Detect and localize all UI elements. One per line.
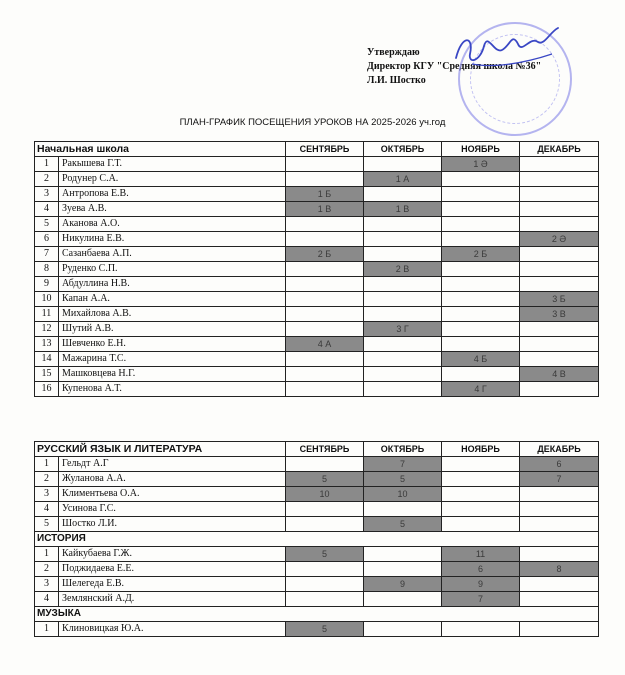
table-header-row (35, 142, 599, 157)
visit-cell (364, 307, 442, 322)
visit-cell (364, 382, 442, 397)
visit-cell (520, 382, 599, 397)
visit-cell (442, 172, 520, 187)
teacher-name: Антропова Е.В. (59, 187, 286, 202)
visit-cell (442, 217, 520, 232)
row-number: 14 (35, 352, 59, 367)
teacher-name: Шелегеда Е.В. (59, 577, 286, 592)
visit-cell: 5 (364, 472, 442, 487)
visit-cell: 2 Б (286, 247, 364, 262)
visit-cell: 2 В (364, 262, 442, 277)
teacher-name: Усинова Г.С. (59, 502, 286, 517)
visit-cell: 1 В (286, 202, 364, 217)
visit-cell (442, 367, 520, 382)
row-number: 3 (35, 487, 59, 502)
visit-cell (286, 367, 364, 382)
subjects-table (34, 441, 599, 637)
visit-cell (520, 622, 599, 637)
visit-cell: 3 В (520, 307, 599, 322)
visit-cell (520, 517, 599, 532)
visit-cell (286, 577, 364, 592)
row-number: 3 (35, 577, 59, 592)
visit-cell (442, 202, 520, 217)
visit-cell (286, 232, 364, 247)
visit-cell: 2 Б (442, 247, 520, 262)
visit-cell: 3 Г (364, 322, 442, 337)
table-header-row (35, 442, 599, 457)
teacher-name: Купенова А.Т. (59, 382, 286, 397)
visit-cell (364, 502, 442, 517)
teacher-name: Землянский А.Д. (59, 592, 286, 607)
visit-cell (520, 277, 599, 292)
visit-cell (520, 172, 599, 187)
row-number: 6 (35, 232, 59, 247)
teacher-name: Родунер С.А. (59, 172, 286, 187)
row-number: 2 (35, 172, 59, 187)
teacher-name: Шостко Л.И. (59, 517, 286, 532)
visit-cell (442, 487, 520, 502)
row-number: 16 (35, 382, 59, 397)
month-header: ДЕКАБРЬ (520, 142, 599, 157)
visit-cell (442, 622, 520, 637)
table-row (35, 322, 599, 337)
subject-title: ИСТОРИЯ (35, 532, 599, 547)
visit-cell: 1 А (364, 172, 442, 187)
row-number: 1 (35, 457, 59, 472)
visit-cell: 4 Б (442, 352, 520, 367)
teacher-name: Капан А.А. (59, 292, 286, 307)
table-row (35, 262, 599, 277)
month-header: СЕНТЯБРЬ (286, 442, 364, 457)
approval-line-1: Утверждаю (367, 47, 420, 58)
teacher-name: Абдуллина Н.В. (59, 277, 286, 292)
visit-cell: 1 Б (286, 187, 364, 202)
teacher-name: Михайлова А.В. (59, 307, 286, 322)
table-row (35, 247, 599, 262)
row-number: 7 (35, 247, 59, 262)
visit-cell: 3 Б (520, 292, 599, 307)
teacher-name: Шутий А.В. (59, 322, 286, 337)
visit-cell (286, 217, 364, 232)
visit-cell (520, 157, 599, 172)
visit-cell (520, 337, 599, 352)
visit-cell (520, 577, 599, 592)
row-number: 1 (35, 157, 59, 172)
visit-cell: 6 (520, 457, 599, 472)
visit-cell (286, 292, 364, 307)
visit-cell (520, 487, 599, 502)
teacher-name: Аканова А.О. (59, 217, 286, 232)
visit-cell: 1 Ә (442, 157, 520, 172)
visit-cell: 2 Ә (520, 232, 599, 247)
visit-cell: 7 (520, 472, 599, 487)
row-number: 4 (35, 202, 59, 217)
visit-cell (520, 547, 599, 562)
table-row (35, 337, 599, 352)
month-header: ДЕКАБРЬ (520, 442, 599, 457)
row-number: 2 (35, 562, 59, 577)
teacher-name: Клиновицкая Ю.А. (59, 622, 286, 637)
row-number: 1 (35, 547, 59, 562)
month-header: СЕНТЯБРЬ (286, 142, 364, 157)
row-number: 3 (35, 187, 59, 202)
visit-cell: 4 В (520, 367, 599, 382)
visit-cell (442, 322, 520, 337)
month-header: НОЯБРЬ (442, 442, 520, 457)
section-title: Начальная школа (35, 142, 286, 157)
table-row (35, 217, 599, 232)
table-row (35, 292, 599, 307)
visit-cell (442, 472, 520, 487)
visit-cell: 4 А (286, 337, 364, 352)
table-row (35, 157, 599, 172)
teacher-name: Руденко С.П. (59, 262, 286, 277)
visit-cell (364, 367, 442, 382)
teacher-name: Гельдт А.Г (59, 457, 286, 472)
table-row (35, 472, 599, 487)
visit-cell: 7 (442, 592, 520, 607)
row-number: 2 (35, 472, 59, 487)
visit-cell (286, 382, 364, 397)
month-header: НОЯБРЬ (442, 142, 520, 157)
visit-cell: 11 (442, 547, 520, 562)
row-number: 11 (35, 307, 59, 322)
table-row (35, 202, 599, 217)
visit-cell (364, 352, 442, 367)
table-row (35, 457, 599, 472)
teacher-name: Шевченко Е.Н. (59, 337, 286, 352)
visit-cell (286, 277, 364, 292)
visit-cell (364, 292, 442, 307)
visit-cell (286, 562, 364, 577)
visit-cell (520, 262, 599, 277)
visit-cell (520, 352, 599, 367)
table-row (35, 577, 599, 592)
visit-cell (286, 172, 364, 187)
table-row (35, 592, 599, 607)
visit-cell (364, 622, 442, 637)
visit-cell: 5 (286, 472, 364, 487)
visit-cell (364, 562, 442, 577)
visit-cell: 8 (520, 562, 599, 577)
visit-cell: 5 (286, 622, 364, 637)
teacher-name: Сазанбаева А.П. (59, 247, 286, 262)
table-row (35, 172, 599, 187)
row-number: 10 (35, 292, 59, 307)
row-number: 1 (35, 622, 59, 637)
visit-cell: 9 (364, 577, 442, 592)
visit-cell (286, 262, 364, 277)
visit-cell (286, 157, 364, 172)
visit-cell (364, 247, 442, 262)
visit-cell: 10 (286, 487, 364, 502)
visit-cell (364, 217, 442, 232)
teacher-name: Климентьева О.А. (59, 487, 286, 502)
visit-cell (286, 322, 364, 337)
approval-line-2: Директор КГУ "Средняя школа №36" (367, 61, 542, 72)
visit-cell (520, 247, 599, 262)
subject-row (35, 532, 599, 547)
visit-cell (520, 502, 599, 517)
row-number: 5 (35, 217, 59, 232)
visit-cell (442, 187, 520, 202)
row-number: 4 (35, 592, 59, 607)
visit-cell (286, 307, 364, 322)
visit-cell (520, 592, 599, 607)
teacher-name: Никулина Е.В. (59, 232, 286, 247)
table-row (35, 622, 599, 637)
visit-cell: 9 (442, 577, 520, 592)
visit-cell (364, 337, 442, 352)
visit-cell (442, 307, 520, 322)
visit-cell (364, 232, 442, 247)
subject-row (35, 607, 599, 622)
teacher-name: Машковцева Н.Г. (59, 367, 286, 382)
teacher-name: Мажарина Т.С. (59, 352, 286, 367)
row-number: 13 (35, 337, 59, 352)
month-header: ОКТЯБРЬ (364, 442, 442, 457)
section-title: РУССКИЙ ЯЗЫК И ЛИТЕРАТУРА (35, 442, 286, 457)
subject-title: МУЗЫКА (35, 607, 599, 622)
month-header: ОКТЯБРЬ (364, 142, 442, 157)
primary-school-table (34, 141, 599, 397)
visit-cell: 5 (364, 517, 442, 532)
table-row (35, 187, 599, 202)
table-row (35, 367, 599, 382)
visit-cell (520, 202, 599, 217)
visit-cell (286, 457, 364, 472)
table-row (35, 517, 599, 532)
table-row (35, 487, 599, 502)
visit-cell (520, 217, 599, 232)
visit-cell (364, 187, 442, 202)
approval-line-3: Л.И. Шостко (367, 75, 426, 86)
visit-cell (442, 262, 520, 277)
visit-cell: 4 Г (442, 382, 520, 397)
visit-cell: 1 В (364, 202, 442, 217)
row-number: 15 (35, 367, 59, 382)
row-number: 9 (35, 277, 59, 292)
director-signature (452, 24, 562, 74)
table-row (35, 277, 599, 292)
visit-cell (364, 592, 442, 607)
row-number: 4 (35, 502, 59, 517)
visit-cell (364, 277, 442, 292)
table-row (35, 352, 599, 367)
visit-cell (520, 187, 599, 202)
visit-cell (286, 502, 364, 517)
table-row (35, 562, 599, 577)
table-row (35, 307, 599, 322)
visit-cell (520, 322, 599, 337)
visit-cell (364, 157, 442, 172)
visit-cell (286, 592, 364, 607)
visit-cell (442, 502, 520, 517)
visit-cell: 6 (442, 562, 520, 577)
teacher-name: Ракышева Г.Т. (59, 157, 286, 172)
teacher-name: Кайкубаева Г.Ж. (59, 547, 286, 562)
visit-cell (286, 352, 364, 367)
row-number: 5 (35, 517, 59, 532)
document-title: ПЛАН-ГРАФИК ПОСЕЩЕНИЯ УРОКОВ НА 2025-2026 уч.год (179, 117, 446, 128)
visit-cell (442, 232, 520, 247)
teacher-name: Жуланова А.А. (59, 472, 286, 487)
table-row (35, 232, 599, 247)
visit-cell (442, 337, 520, 352)
visit-cell (442, 457, 520, 472)
table-row (35, 382, 599, 397)
visit-cell: 10 (364, 487, 442, 502)
teacher-name: Поджидаева Е.Е. (59, 562, 286, 577)
teacher-name: Зуева А.В. (59, 202, 286, 217)
visit-cell (442, 517, 520, 532)
table-row (35, 502, 599, 517)
visit-cell (286, 517, 364, 532)
visit-cell (442, 277, 520, 292)
table-row (35, 547, 599, 562)
row-number: 12 (35, 322, 59, 337)
visit-cell (364, 547, 442, 562)
visit-cell: 7 (364, 457, 442, 472)
row-number: 8 (35, 262, 59, 277)
visit-cell (442, 292, 520, 307)
visit-cell: 5 (286, 547, 364, 562)
